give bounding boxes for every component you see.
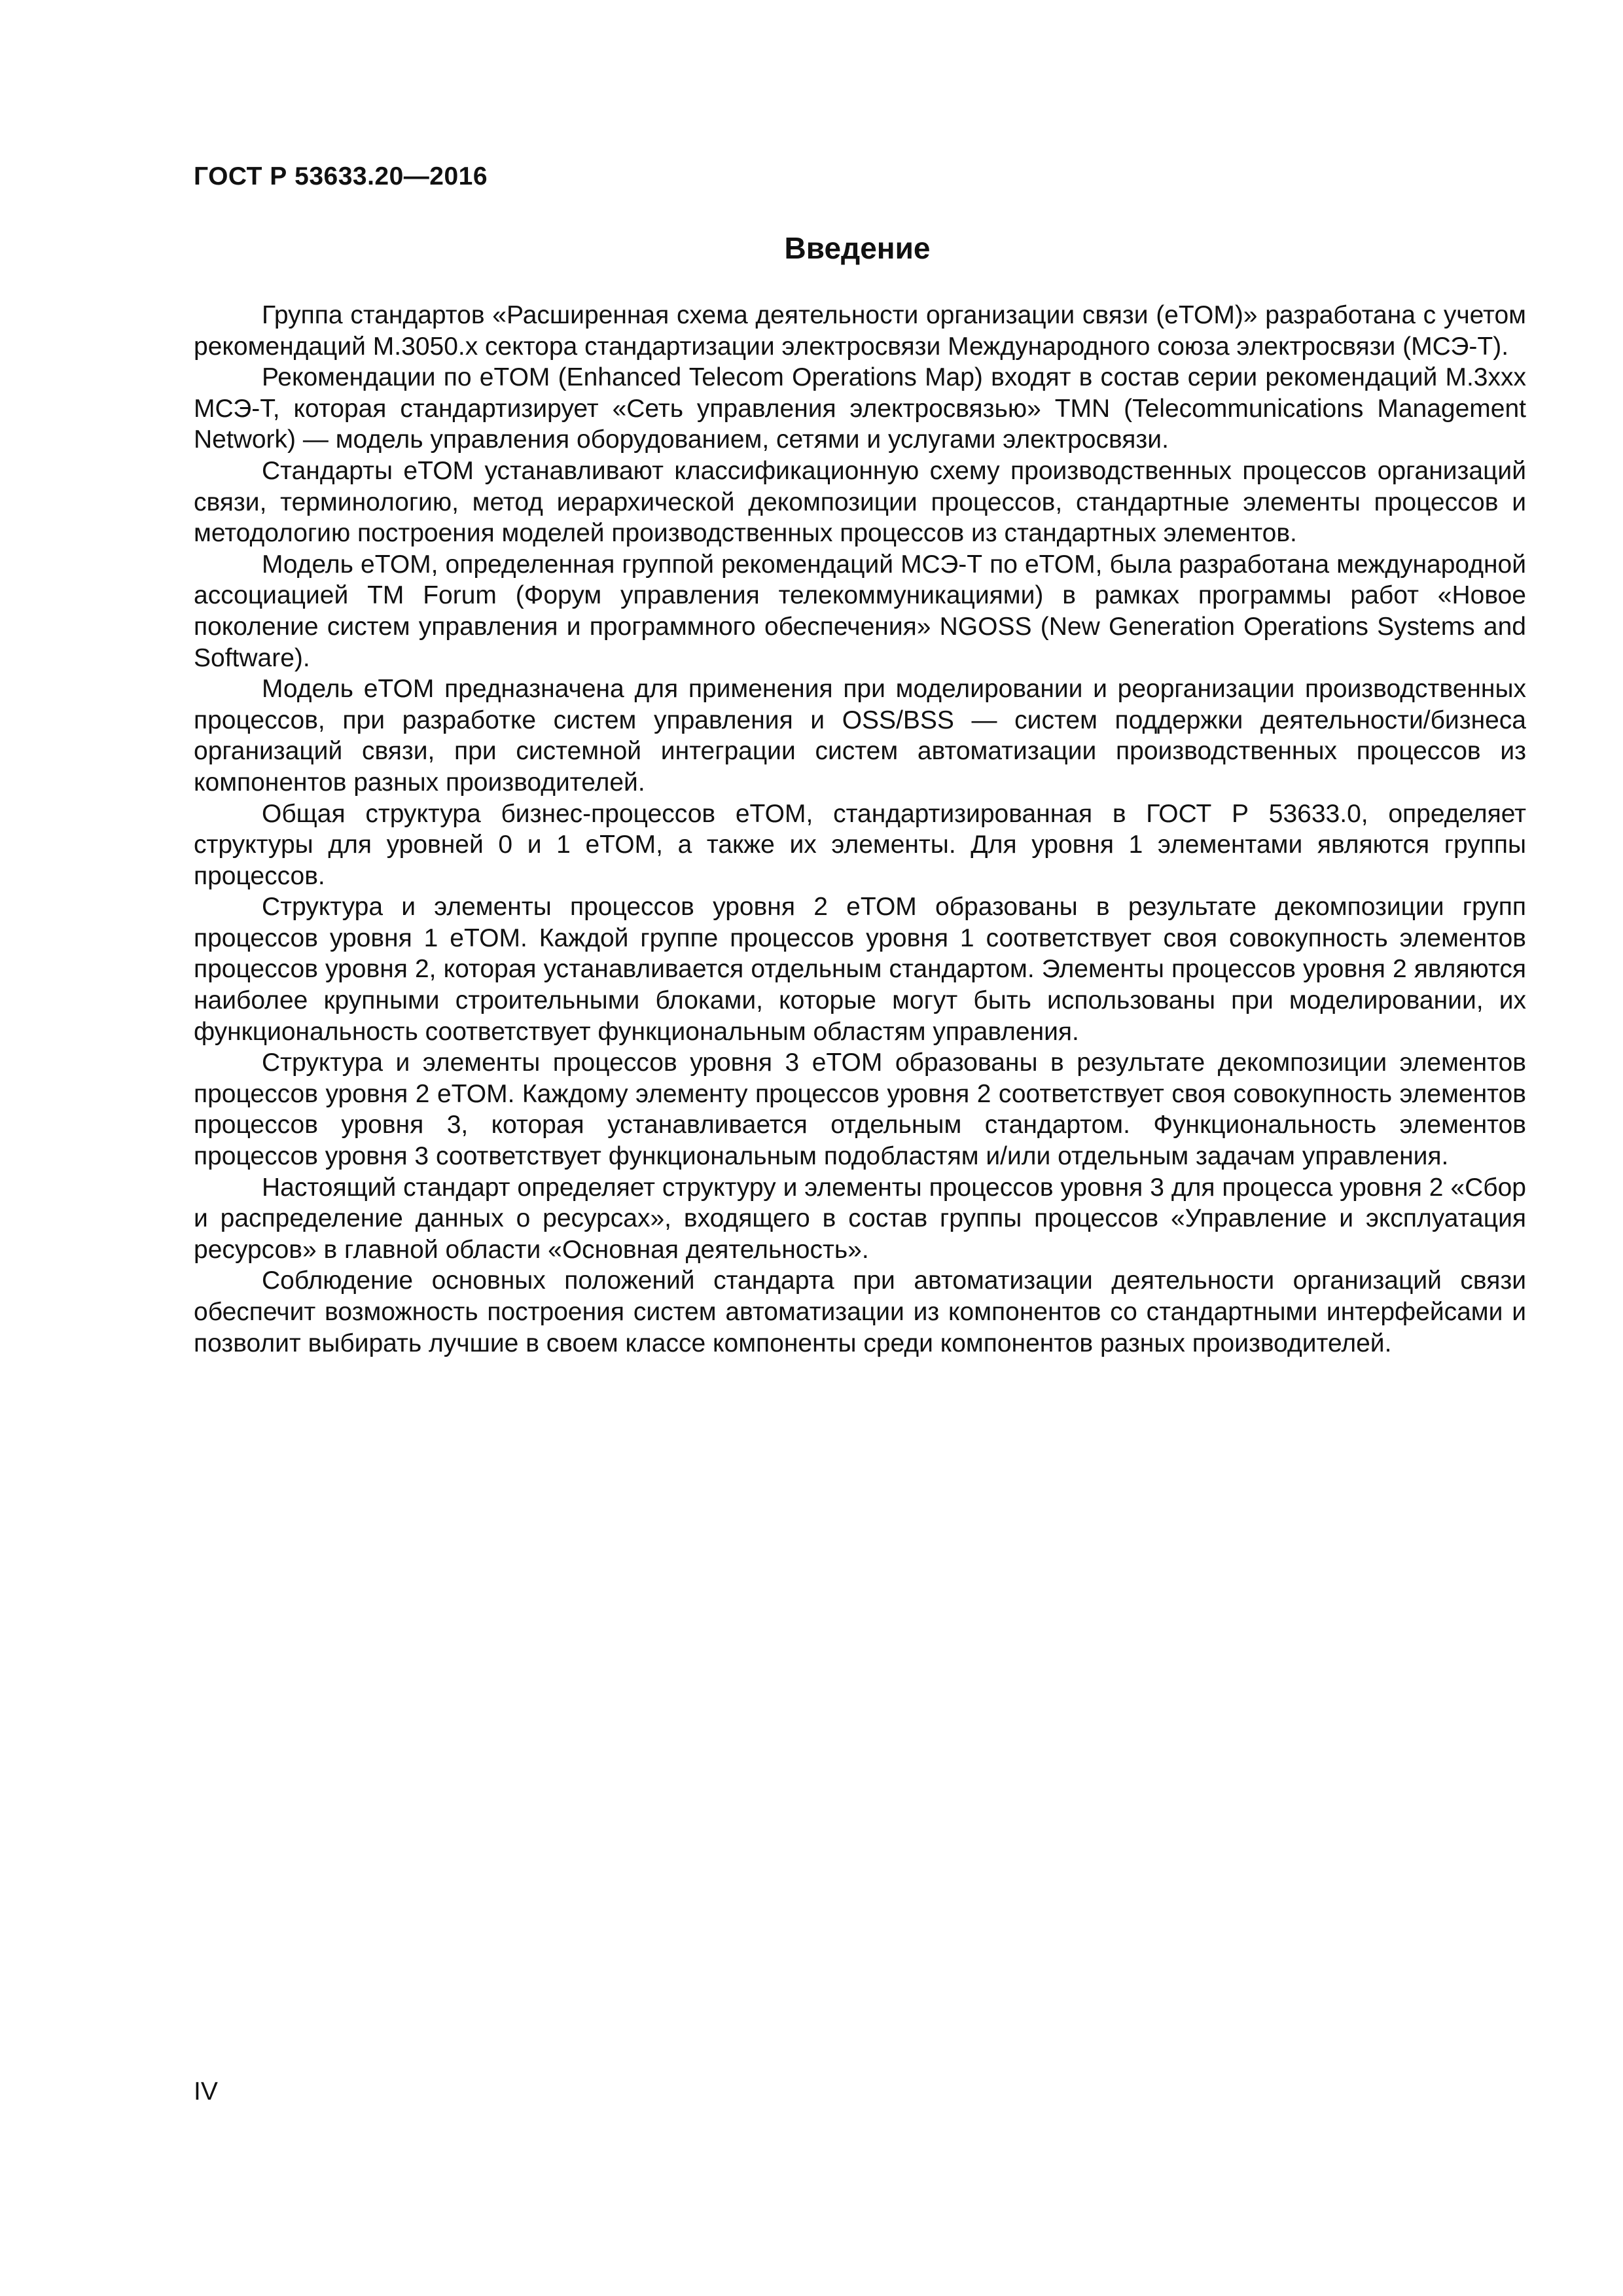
paragraph-3: Стандарты eTOM устанавливают классификационную схему производственных процессов организаций связи, терминологию, метод иерархической декомпозиции процессов, стандартные элементы процессов и методологию построения моделей производственных процессов из стандартных элементов. <box>194 456 1526 548</box>
body-text <box>194 300 1526 1359</box>
section-title: Введение <box>784 231 931 265</box>
paragraph-4: Модель eTOM, определенная группой рекомендаций МСЭ-Т по eTOM, была разработана международной ассоциацией TM Forum (Форум управления телекоммуникациями) в рамках программы работ «Новое поколение систем управления и программного обеспечения» NGOSS (New Generation Operations Systems and Software). <box>194 550 1526 672</box>
document-id-header: ГОСТ Р 53633.20—2016 <box>194 162 488 190</box>
paragraph-10: Соблюдение основных положений стандарта при автоматизации деятельности организаций связи обеспечит возможность построения систем автоматизации из компонентов со стандартными интерфейсами и позволит выбирать лучшие в своем классе компоненты среди компонентов разных производителей. <box>194 1266 1526 1357</box>
page-number: IV <box>194 2077 218 2106</box>
paragraph-8: Структура и элементы процессов уровня 3 eTOM образованы в результате декомпозиции элементов процессов уровня 2 eTOM. Каждому элементу процессов уровня 2 соответствует своя совокупность элементов процессов уровня 3, которая устанавливается отдельным стандартом. Функциональность элементов процессов уровня 3 соответствует функциональным подобластям и/или отдельным задачам управления. <box>194 1049 1526 1171</box>
paragraph-2: Рекомендации по eTOM (Enhanced Telecom Operations Map) входят в состав серии рекомендаций М.3ххх МСЭ-Т, которая стандартизирует «Сеть управления электросвязью» TMN (Telecommunications Management Network) — модель управления оборудованием, сетями и услугами электросвязи. <box>194 363 1526 454</box>
paragraph-9: Настоящий стандарт определяет структуру и элементы процессов уровня 3 для процесса уровня 2 «Сбор и распределение данных о ресурсах», входящего в состав группы процессов «Управление и эксплуатация ресурсов» в главной области «Основная деятельность». <box>194 1173 1526 1264</box>
paragraph-5: Модель eTOM предназначена для применения при моделировании и реорганизации производственных процессов, при разработке систем управления и OSS/BSS — систем поддержки деятельности/бизнеса организаций связи, при системной интеграции систем автоматизации производственных процессов из компонентов разных производителей. <box>194 675 1526 797</box>
paragraph-1: Группа стандартов «Расширенная схема деятельности организации связи (eTOM)» разработана с учетом рекомендаций М.3050.х сектора стандартизации электросвязи Международного союза электросвязи (МСЭ-Т). <box>194 301 1526 361</box>
paragraph-6: Общая структура бизнес-процессов eTOM, стандартизированная в ГОСТ Р 53633.0, определяет структуры для уровней 0 и 1 eTOM, а также их элементы. Для уровня 1 элементами являются группы процессов. <box>194 799 1526 890</box>
paragraph-7: Структура и элементы процессов уровня 2 eTOM образованы в результате декомпозиции групп процессов уровня 1 eTOM. Каждой группе процессов уровня 1 соответствует своя совокупность элементов процессов уровня 2, которая устанавливается отдельным стандартом. Элементы процессов уровня 2 являются наиболее крупными строительными блоками, которые могут быть использованы при моделировании, их функциональность соответствует функциональным областям управления. <box>194 893 1526 1046</box>
